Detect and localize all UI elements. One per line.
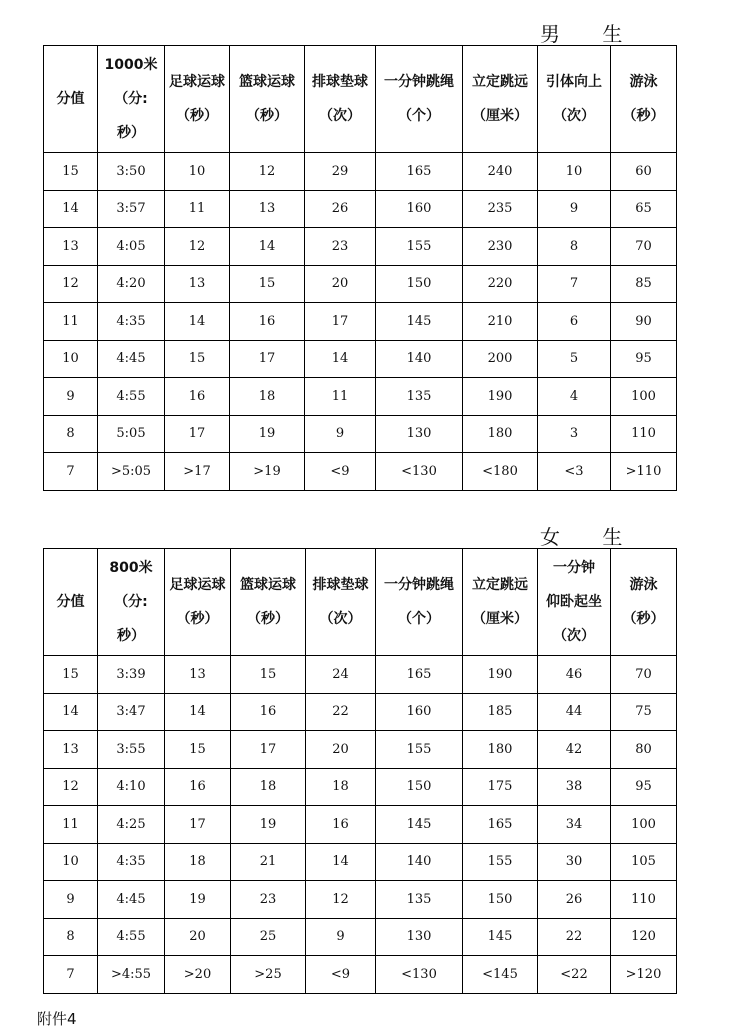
table-cell: 165 (376, 656, 463, 694)
table-header-row (44, 46, 677, 153)
table-cell: 6 (538, 303, 611, 341)
table-cell: 44 (538, 693, 611, 731)
table-cell: 75 (611, 693, 677, 731)
table-cell: 14 (306, 843, 376, 881)
table-row (44, 843, 677, 881)
attachment-label: 附件4 (37, 1010, 77, 1028)
table-cell: 14 (44, 190, 98, 228)
table-cell: 15 (44, 153, 98, 191)
table-cell: 9 (305, 415, 376, 453)
table-cell: 4:25 (98, 806, 165, 844)
table-cell: 4:35 (98, 303, 165, 341)
table-header-row (44, 549, 677, 656)
table-cell: 13 (165, 265, 230, 303)
table-cell: 12 (44, 768, 98, 806)
table-cell: 16 (165, 378, 230, 416)
header-cell: 排球垫球 （次） (305, 46, 376, 153)
table-cell: 235 (463, 190, 538, 228)
table-cell: 60 (611, 153, 677, 191)
table-cell: 4:20 (98, 265, 165, 303)
header-cell: 篮球运球 （秒） (231, 549, 306, 656)
table-cell: 22 (306, 693, 376, 731)
table-cell: 110 (611, 415, 677, 453)
table-cell: 34 (538, 806, 611, 844)
table-cell: 19 (165, 881, 231, 919)
table-cell: 145 (463, 918, 538, 956)
table-cell: 9 (44, 378, 98, 416)
table-cell: 18 (230, 378, 305, 416)
header-cell: 一分钟跳绳 （个） (376, 549, 463, 656)
table-cell: 200 (463, 340, 538, 378)
header-cell: 立定跳远 （厘米） (463, 549, 538, 656)
table-cell: 13 (44, 228, 98, 266)
table-row (44, 806, 677, 844)
table-cell: 4:10 (98, 768, 165, 806)
table-row (44, 918, 677, 956)
table-cell: 65 (611, 190, 677, 228)
table-row (44, 956, 677, 994)
table-cell: 17 (165, 806, 231, 844)
table-cell: 4:45 (98, 340, 165, 378)
table-cell: <145 (463, 956, 538, 994)
table-cell: 165 (376, 153, 463, 191)
table-cell: 29 (305, 153, 376, 191)
header-cell: 足球运球 （秒） (165, 46, 230, 153)
table-cell: 16 (165, 768, 231, 806)
table-cell: 180 (463, 731, 538, 769)
table-cell: 14 (165, 303, 230, 341)
table-cell: 70 (611, 228, 677, 266)
table-cell: 4:55 (98, 918, 165, 956)
table-cell: 4 (538, 378, 611, 416)
table-cell: 8 (538, 228, 611, 266)
table-cell: 120 (611, 918, 677, 956)
table-cell: >4:55 (98, 956, 165, 994)
table-cell: 160 (376, 693, 463, 731)
table-row (44, 768, 677, 806)
table-cell: 145 (376, 806, 463, 844)
table-cell: 4:45 (98, 881, 165, 919)
table-cell: 25 (231, 918, 306, 956)
table-cell: 150 (376, 265, 463, 303)
table-row (44, 153, 677, 191)
table-cell: >120 (611, 956, 677, 994)
table-row (44, 656, 677, 694)
table-cell: 5:05 (98, 415, 165, 453)
table-cell: <130 (376, 956, 463, 994)
table-cell: 3:39 (98, 656, 165, 694)
table-row (44, 453, 677, 491)
table-cell: 4:05 (98, 228, 165, 266)
header-cell: 一分钟跳绳 （个） (376, 46, 463, 153)
table-cell: 3 (538, 415, 611, 453)
table-cell: 16 (231, 693, 306, 731)
table-cell: 24 (306, 656, 376, 694)
table-cell: >17 (165, 453, 230, 491)
table-cell: <9 (306, 956, 376, 994)
header-cell: 800米 （分: 秒） (98, 549, 165, 656)
table-cell: 22 (538, 918, 611, 956)
table-cell: >5:05 (98, 453, 165, 491)
table-cell: 30 (538, 843, 611, 881)
table-cell: 210 (463, 303, 538, 341)
table-cell: 190 (463, 378, 538, 416)
table-cell: 26 (305, 190, 376, 228)
table-cell: >25 (231, 956, 306, 994)
table-cell: 17 (165, 415, 230, 453)
table-cell: 8 (44, 918, 98, 956)
table-cell: 46 (538, 656, 611, 694)
table-cell: 10 (165, 153, 230, 191)
table-cell: 42 (538, 731, 611, 769)
table-cell: 15 (165, 340, 230, 378)
table-cell: 3:55 (98, 731, 165, 769)
header-cell: 排球垫球 （次） (306, 549, 376, 656)
table-cell: 11 (165, 190, 230, 228)
table-cell: 7 (538, 265, 611, 303)
female-score-table (43, 548, 677, 994)
table-cell: 135 (376, 378, 463, 416)
table-row (44, 881, 677, 919)
header-cell: 1000米 （分: 秒） (98, 46, 165, 153)
male-table-body (44, 153, 677, 491)
table-cell: 19 (230, 415, 305, 453)
table-cell: 15 (165, 731, 231, 769)
table-cell: 140 (376, 843, 463, 881)
table-cell: 110 (611, 881, 677, 919)
table-cell: 90 (611, 303, 677, 341)
table-cell: 100 (611, 378, 677, 416)
table-cell: 4:55 (98, 378, 165, 416)
header-cell: 游泳 （秒） (611, 46, 677, 153)
table-cell: 160 (376, 190, 463, 228)
table-cell: 3:57 (98, 190, 165, 228)
table-cell: 12 (230, 153, 305, 191)
table-cell: <3 (538, 453, 611, 491)
table-cell: 23 (231, 881, 306, 919)
table-cell: 3:47 (98, 693, 165, 731)
header-cell: 一分钟 仰卧起坐 （次） (538, 549, 611, 656)
table-cell: 15 (44, 656, 98, 694)
table-row (44, 415, 677, 453)
table-cell: 95 (611, 340, 677, 378)
table-cell: 190 (463, 656, 538, 694)
table-cell: 220 (463, 265, 538, 303)
table-row (44, 378, 677, 416)
table-cell: 12 (165, 228, 230, 266)
table-cell: 20 (306, 731, 376, 769)
table-cell: 14 (44, 693, 98, 731)
table-row (44, 190, 677, 228)
table-cell: 14 (230, 228, 305, 266)
table-cell: 100 (611, 806, 677, 844)
table-cell: 10 (538, 153, 611, 191)
header-cell: 分值 (44, 46, 98, 153)
table-cell: 230 (463, 228, 538, 266)
table-cell: 17 (231, 731, 306, 769)
table-cell: 140 (376, 340, 463, 378)
table-cell: 38 (538, 768, 611, 806)
table-cell: 95 (611, 768, 677, 806)
table-cell: 150 (463, 881, 538, 919)
table-cell: 14 (165, 693, 231, 731)
table-row (44, 731, 677, 769)
table-cell: 85 (611, 265, 677, 303)
table-cell: 185 (463, 693, 538, 731)
table-cell: 4:35 (98, 843, 165, 881)
table-cell: 11 (305, 378, 376, 416)
header-cell: 分值 (44, 549, 98, 656)
table-cell: <22 (538, 956, 611, 994)
table-cell: 240 (463, 153, 538, 191)
table-cell: 20 (305, 265, 376, 303)
header-cell: 立定跳远 （厘米） (463, 46, 538, 153)
header-cell: 足球运球 （秒） (165, 549, 231, 656)
table-cell: 17 (230, 340, 305, 378)
table-cell: 23 (305, 228, 376, 266)
table-cell: <130 (376, 453, 463, 491)
table-cell: 155 (376, 731, 463, 769)
table-cell: 8 (44, 415, 98, 453)
table-cell: <180 (463, 453, 538, 491)
table-cell: 130 (376, 415, 463, 453)
table-cell: 150 (376, 768, 463, 806)
table-cell: 10 (44, 340, 98, 378)
header-cell: 游泳 （秒） (611, 549, 677, 656)
table-cell: 130 (376, 918, 463, 956)
table-cell: 19 (231, 806, 306, 844)
table-cell: 21 (231, 843, 306, 881)
table-cell: 155 (463, 843, 538, 881)
female-section-title: 女 生 (540, 525, 641, 549)
table-cell: 18 (306, 768, 376, 806)
table-cell: 155 (376, 228, 463, 266)
table-cell: 11 (44, 806, 98, 844)
table-cell: 12 (306, 881, 376, 919)
table-cell: 18 (165, 843, 231, 881)
male-section-title: 男 生 (540, 22, 641, 46)
table-cell: 14 (305, 340, 376, 378)
table-cell: 9 (538, 190, 611, 228)
table-cell: 15 (230, 265, 305, 303)
table-cell: 175 (463, 768, 538, 806)
table-cell: 7 (44, 453, 98, 491)
table-cell: 10 (44, 843, 98, 881)
table-cell: 11 (44, 303, 98, 341)
table-row (44, 265, 677, 303)
header-cell: 引体向上 （次） (538, 46, 611, 153)
header-cell: 篮球运球 （秒） (230, 46, 305, 153)
table-cell: 17 (305, 303, 376, 341)
table-cell: 3:50 (98, 153, 165, 191)
table-cell: 9 (306, 918, 376, 956)
table-cell: >20 (165, 956, 231, 994)
table-cell: 13 (44, 731, 98, 769)
table-row (44, 693, 677, 731)
male-score-table (43, 45, 677, 491)
table-cell: 16 (306, 806, 376, 844)
table-cell: 7 (44, 956, 98, 994)
table-cell: 105 (611, 843, 677, 881)
table-cell: >110 (611, 453, 677, 491)
table-cell: 12 (44, 265, 98, 303)
table-row (44, 303, 677, 341)
table-cell: <9 (305, 453, 376, 491)
table-cell: 70 (611, 656, 677, 694)
table-cell: 165 (463, 806, 538, 844)
table-cell: >19 (230, 453, 305, 491)
table-cell: 135 (376, 881, 463, 919)
table-row (44, 340, 677, 378)
table-cell: 145 (376, 303, 463, 341)
table-row (44, 228, 677, 266)
table-cell: 13 (230, 190, 305, 228)
table-cell: 9 (44, 881, 98, 919)
table-cell: 26 (538, 881, 611, 919)
table-cell: 20 (165, 918, 231, 956)
table-cell: 5 (538, 340, 611, 378)
table-cell: 180 (463, 415, 538, 453)
table-cell: 18 (231, 768, 306, 806)
table-cell: 13 (165, 656, 231, 694)
table-cell: 16 (230, 303, 305, 341)
table-cell: 80 (611, 731, 677, 769)
table-cell: 15 (231, 656, 306, 694)
female-table-body (44, 656, 677, 994)
